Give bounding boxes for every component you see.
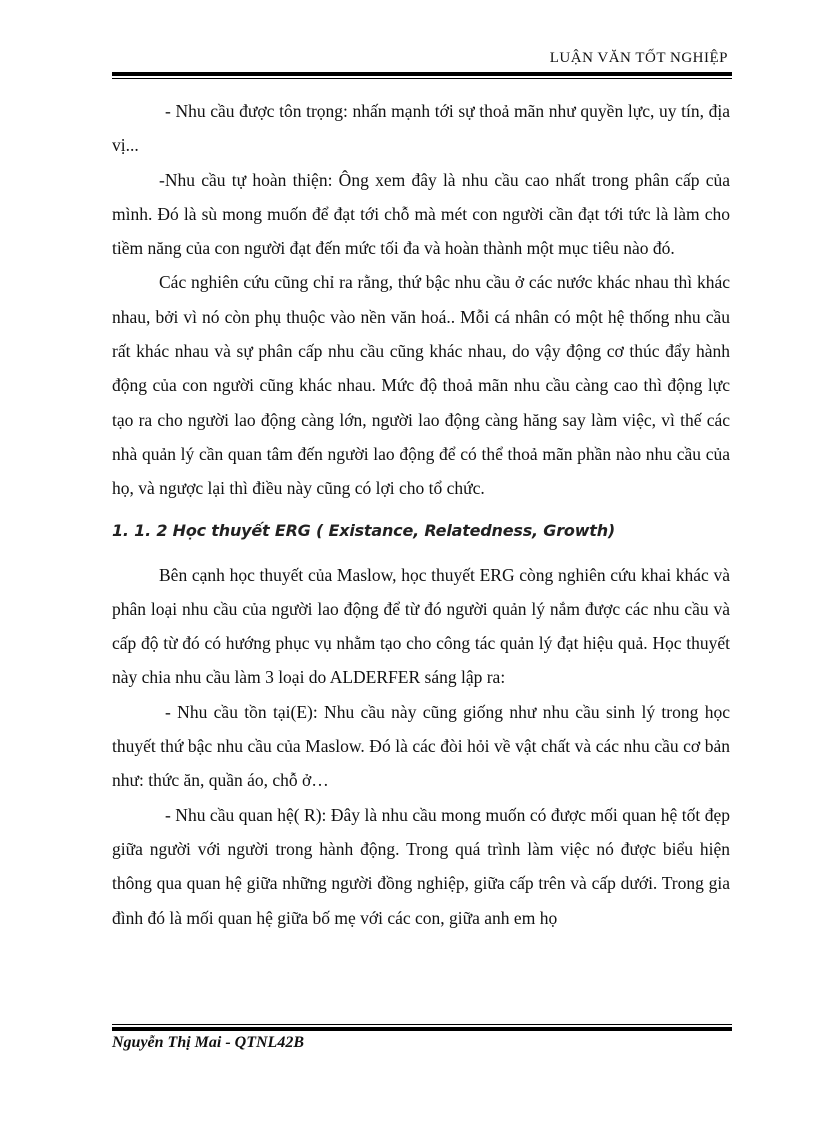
footer-rule-thick (112, 1027, 732, 1031)
paragraph-research-findings: Các nghiên cứu cũng chỉ ra rằng, thứ bậc nhu cầu ở các nước khác nhau thì khác nhau, bởi vì nó còn phụ thuộc vào nền văn hoá.. Mỗi cá nhân có một hệ thống nhu cầu rất khác nhau và sự phân cấp nhu cầu cũng khác nhau, do vậy động cơ thúc đẩy hành động của con người cũng khác nhau. Mức độ thoả mãn nhu cầu càng cao thì động lực tạo ra cho người lao động càng lớn, người lao động càng hăng say làm việc, vì thế các nhà quản lý cần quan tâm đến người lao động để có thể thoả mãn phần nào nhu cầu của họ, và ngược lại thì điều này cũng có lợi cho tổ chức. (112, 272, 730, 499)
footer-rule-thin (112, 1024, 732, 1025)
section-heading-erg: 1. 1. 2 Học thuyết ERG ( Existance, Relatedness, Growth) (112, 520, 616, 540)
paragraph-respect-need: - Nhu cầu được tôn trọng: nhấn mạnh tới sự thoả mãn như quyền lực, uy tín, địa vị... (112, 101, 730, 156)
footer-author: Nguyễn Thị Mai - QTNL42B (112, 1034, 304, 1051)
paragraph-self-actualization: -Nhu cầu tự hoàn thiện: Ông xem đây là nhu cầu cao nhất trong phân cấp của mình. Đó là sù mong muốn để đạt tới chỗ mà mét con người cần đạt tới tức là làm cho tiềm năng của con người đạt đến mức tối đa và hoàn thành một mục tiêu nào đó. (112, 169, 730, 259)
header-title: LUẬN VĂN TỐT NGHIỆP (549, 50, 728, 66)
paragraph-relatedness-need: - Nhu cầu quan hệ( R): Đây là nhu cầu mong muốn có được mối quan hệ tốt đẹp giữa người với người trong hành động. Trong quá trình làm việc nó được biểu hiện thông qua quan hệ giữa những người đồng nghiệp, giữa cấp trên và cấp dưới. Trong gia đình đó là mối quan hệ giữa bố mẹ với các con, giữa anh em họ (112, 804, 730, 928)
header-rule-thin (112, 78, 732, 79)
page-body (112, 94, 730, 935)
paragraph-erg-intro: Bên cạnh học thuyết của Maslow, học thuyết ERG còng nghiên cứu khai khác và phân loại nhu cầu của người lao động để từ đó người quản lý nắm được các nhu cầu và cấp độ từ đó có hướng phục vụ nhằm tạo cho công tác quản lý đạt hiệu quả. Học thuyết này chia nhu cầu làm 3 loại do ALDERFER sáng lập ra: (112, 564, 730, 688)
paragraph-existence-need: - Nhu cầu tồn tại(E): Nhu cầu này cũng giống như nhu cầu sinh lý trong học thuyết thứ bậc nhu cầu của Maslow. Đó là các đòi hỏi về vật chất và các nhu cầu cơ bản như: thức ăn, quần áo, chỗ ở… (112, 701, 730, 791)
header-rule-thick (112, 72, 732, 76)
